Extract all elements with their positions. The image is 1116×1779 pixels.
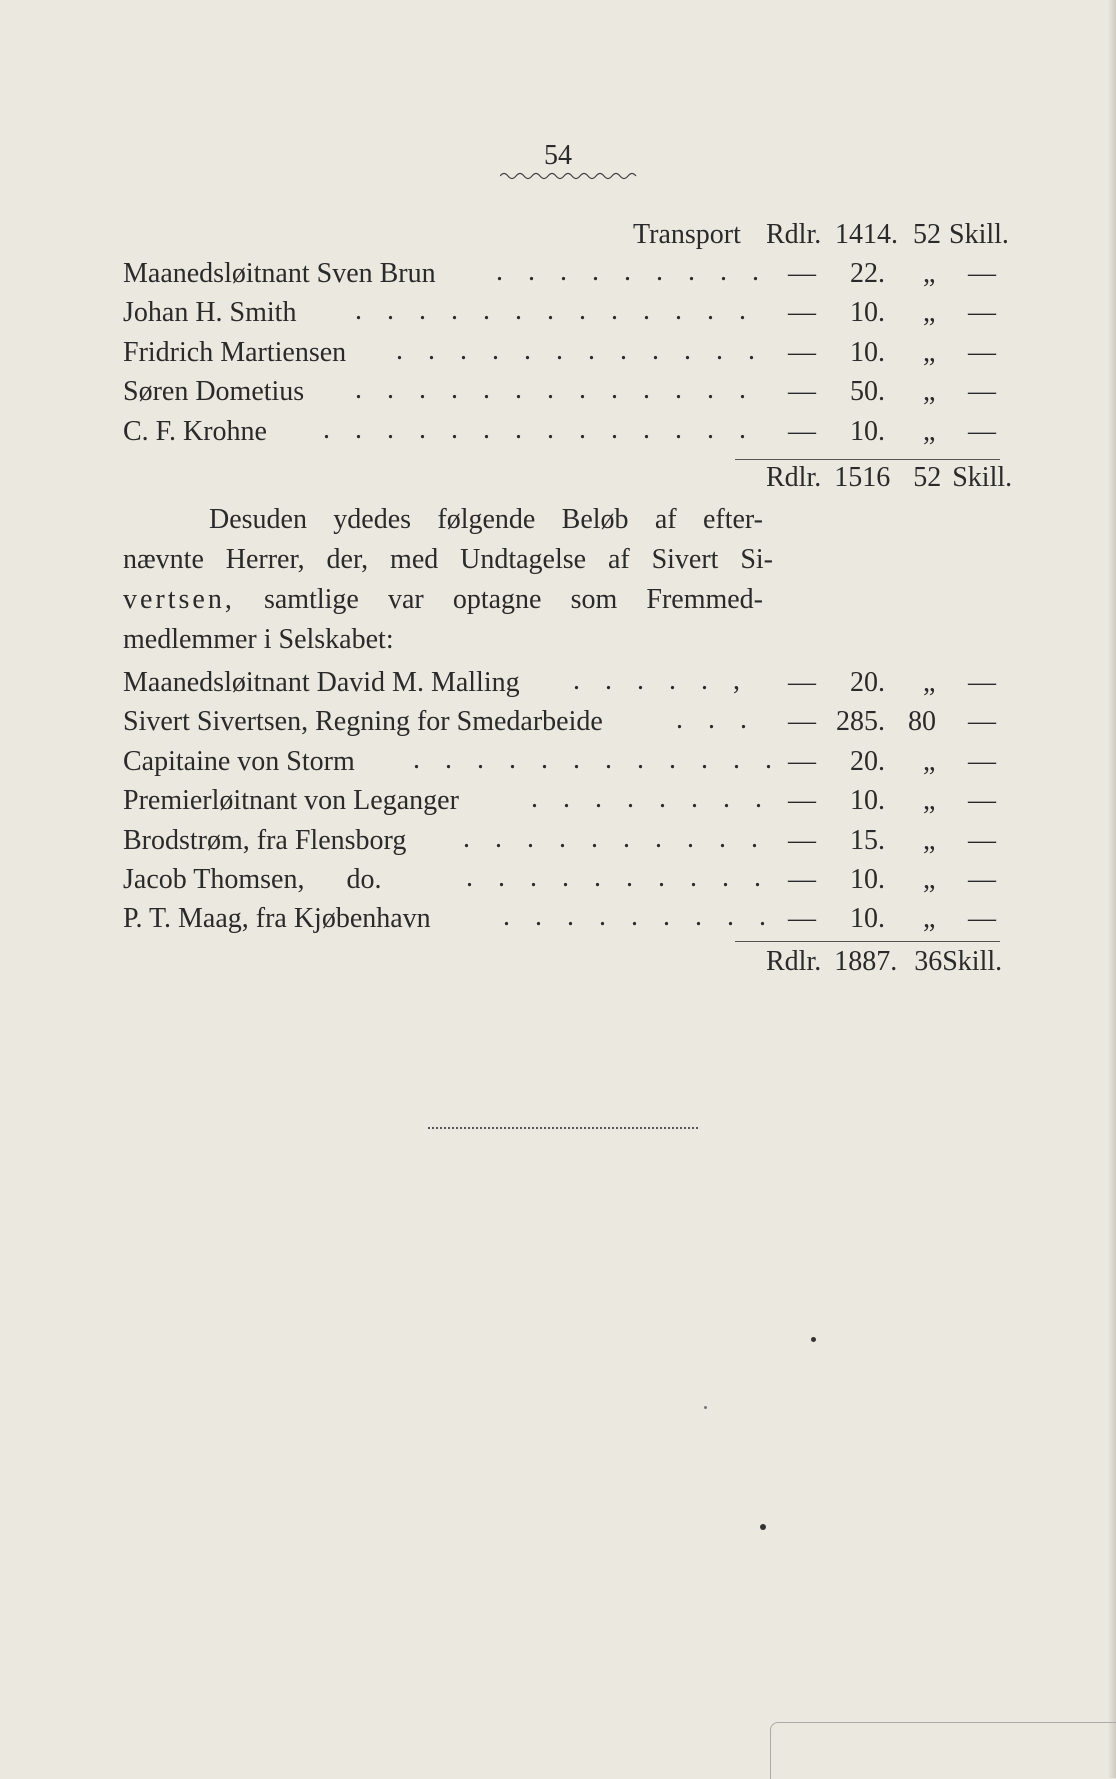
dash: — bbox=[788, 297, 816, 328]
donor-name: Søren Dometius bbox=[123, 376, 305, 407]
dash: — bbox=[788, 337, 816, 368]
dash: — bbox=[788, 825, 816, 856]
transport-amount: 1414. bbox=[835, 219, 898, 250]
dot-leader: . . . . . , bbox=[573, 665, 749, 696]
donor-name: P. T. Maag, fra Kjøbenhavn bbox=[123, 903, 431, 934]
skill: „ bbox=[923, 297, 936, 328]
amount: 10. bbox=[850, 785, 885, 816]
end-divider bbox=[428, 1127, 698, 1129]
subtotal-unit: Rdlr. bbox=[766, 462, 822, 493]
amount: 10. bbox=[850, 903, 885, 934]
skill: „ bbox=[923, 785, 936, 816]
skill: „ bbox=[923, 864, 936, 895]
paper-speck bbox=[704, 1406, 707, 1409]
paper-speck bbox=[760, 1524, 766, 1530]
list-item bbox=[123, 412, 1003, 452]
skill: „ bbox=[923, 746, 936, 777]
list-item bbox=[123, 293, 1003, 333]
dash: — bbox=[968, 706, 996, 737]
total-skill: 36 bbox=[914, 946, 943, 977]
dash: — bbox=[968, 667, 996, 698]
list-item bbox=[123, 333, 1003, 373]
subtotal-amount: 1516 bbox=[834, 462, 891, 493]
skill: „ bbox=[923, 667, 936, 698]
skill: „ bbox=[923, 376, 936, 407]
donor-name: Fridrich Martiensen bbox=[123, 337, 347, 368]
spaced-name: vertsen, bbox=[123, 584, 235, 615]
dash: — bbox=[968, 903, 996, 934]
donor-name: C. F. Krohne bbox=[123, 416, 267, 447]
dash: — bbox=[788, 258, 816, 289]
transport-unit: Rdlr. bbox=[766, 219, 822, 250]
dot-leader: . . . . . . . . . . . . . bbox=[355, 374, 755, 405]
total-amount: 1887. bbox=[834, 946, 898, 977]
dot-leader: . . . . . . . . . . . . . bbox=[355, 295, 755, 326]
skill: „ bbox=[923, 903, 936, 934]
skill: 80 bbox=[908, 706, 936, 737]
dot-leader: . . . . . . . . . . . . . . bbox=[323, 414, 755, 445]
subtotal-skill: 52 bbox=[913, 462, 942, 493]
paper-speck bbox=[811, 1337, 816, 1342]
donor-name: Johan H. Smith bbox=[123, 297, 297, 328]
paragraph-line: Desuden ydedes følgende Beløb af efter- bbox=[209, 504, 763, 535]
donor-name: Brodstrøm, fra Flensborg bbox=[123, 825, 407, 856]
dash: — bbox=[788, 667, 816, 698]
amount: 15. bbox=[850, 825, 885, 856]
list-item bbox=[123, 702, 1003, 742]
dash: — bbox=[788, 376, 816, 407]
dot-leader: . . . . . . . . . bbox=[496, 256, 768, 287]
wavy-ornament bbox=[500, 170, 640, 182]
paragraph-text: samtlige var optagne som Fremmed- bbox=[263, 584, 764, 615]
list-item bbox=[123, 742, 1003, 782]
amount: 50. bbox=[850, 376, 885, 407]
sum-rule bbox=[735, 941, 1000, 942]
amount: 10. bbox=[850, 297, 885, 328]
dash: — bbox=[788, 864, 816, 895]
amount: 20. bbox=[850, 746, 885, 777]
dot-leader: . . . . . . . . bbox=[531, 783, 771, 814]
page-edge-shadow bbox=[1108, 0, 1116, 1778]
intro-paragraph bbox=[123, 500, 773, 660]
sum-rule bbox=[735, 459, 1000, 460]
dash: — bbox=[968, 746, 996, 777]
transport-row bbox=[123, 215, 1009, 255]
dash: — bbox=[788, 416, 816, 447]
donor-name: Jacob Thomsen, do. bbox=[123, 864, 382, 895]
list-item bbox=[123, 860, 1003, 900]
list-item bbox=[123, 372, 1003, 412]
donor-name: Maanedsløitnant Sven Brun bbox=[123, 258, 436, 289]
dash: — bbox=[788, 706, 816, 737]
donor-name: Premierløitnant von Leganger bbox=[123, 785, 459, 816]
dot-leader: . . . . . . . . . bbox=[503, 901, 775, 932]
list-item bbox=[123, 781, 1003, 821]
amount: 20. bbox=[850, 667, 885, 698]
paragraph-line: medlemmer i Selskabet: bbox=[123, 624, 394, 655]
dash: — bbox=[968, 258, 996, 289]
donor-name: Sivert Sivertsen, Regning for Smedarbeide bbox=[123, 706, 603, 737]
grand-total bbox=[766, 946, 1002, 978]
amount: 285. bbox=[836, 706, 885, 737]
skill: „ bbox=[923, 416, 936, 447]
dash: — bbox=[968, 297, 996, 328]
dash: — bbox=[968, 376, 996, 407]
dot-leader: . . . . . . . . . . . . bbox=[396, 335, 764, 366]
page-corner bbox=[770, 1722, 1116, 1779]
skill: „ bbox=[923, 258, 936, 289]
dash: — bbox=[968, 337, 996, 368]
donor-name: Capitaine von Storm bbox=[123, 746, 355, 777]
transport-skill: 52 bbox=[913, 219, 941, 250]
amount: 10. bbox=[850, 416, 885, 447]
list-item bbox=[123, 821, 1003, 861]
page-number: 54 bbox=[544, 140, 572, 171]
dash: — bbox=[788, 746, 816, 777]
paragraph-line: nævnte Herrer, der, med Undtagelse af Sivert Si- bbox=[123, 544, 773, 575]
dash: — bbox=[788, 785, 816, 816]
dot-leader: . . . . . . . . . . bbox=[466, 862, 770, 893]
transport-skill-unit: Skill. bbox=[949, 219, 1009, 250]
dash: — bbox=[968, 416, 996, 447]
donor-name: Maanedsløitnant David M. Malling bbox=[123, 667, 520, 698]
dash: — bbox=[968, 825, 996, 856]
paragraph-line bbox=[123, 580, 763, 620]
dash: — bbox=[968, 864, 996, 895]
list-item bbox=[123, 254, 1003, 294]
skill: „ bbox=[923, 825, 936, 856]
dot-leader: . . . . . . . . . . . . bbox=[413, 744, 781, 775]
transport-label: Transport bbox=[633, 219, 741, 250]
subtotal bbox=[766, 462, 1012, 494]
list-item bbox=[123, 663, 1003, 703]
skill: „ bbox=[923, 337, 936, 368]
total-unit: Rdlr. bbox=[766, 946, 822, 977]
subtotal-skill-unit: Skill. bbox=[952, 462, 1013, 493]
list-item bbox=[123, 899, 1003, 939]
amount: 10. bbox=[850, 864, 885, 895]
dash: — bbox=[968, 785, 996, 816]
dash: — bbox=[788, 903, 816, 934]
dot-leader: . . . . . . . . . . bbox=[463, 823, 767, 854]
dot-leader: . . . bbox=[676, 704, 756, 735]
amount: 22. bbox=[850, 258, 885, 289]
total-skill-unit: Skill. bbox=[942, 946, 1003, 977]
amount: 10. bbox=[850, 337, 885, 368]
